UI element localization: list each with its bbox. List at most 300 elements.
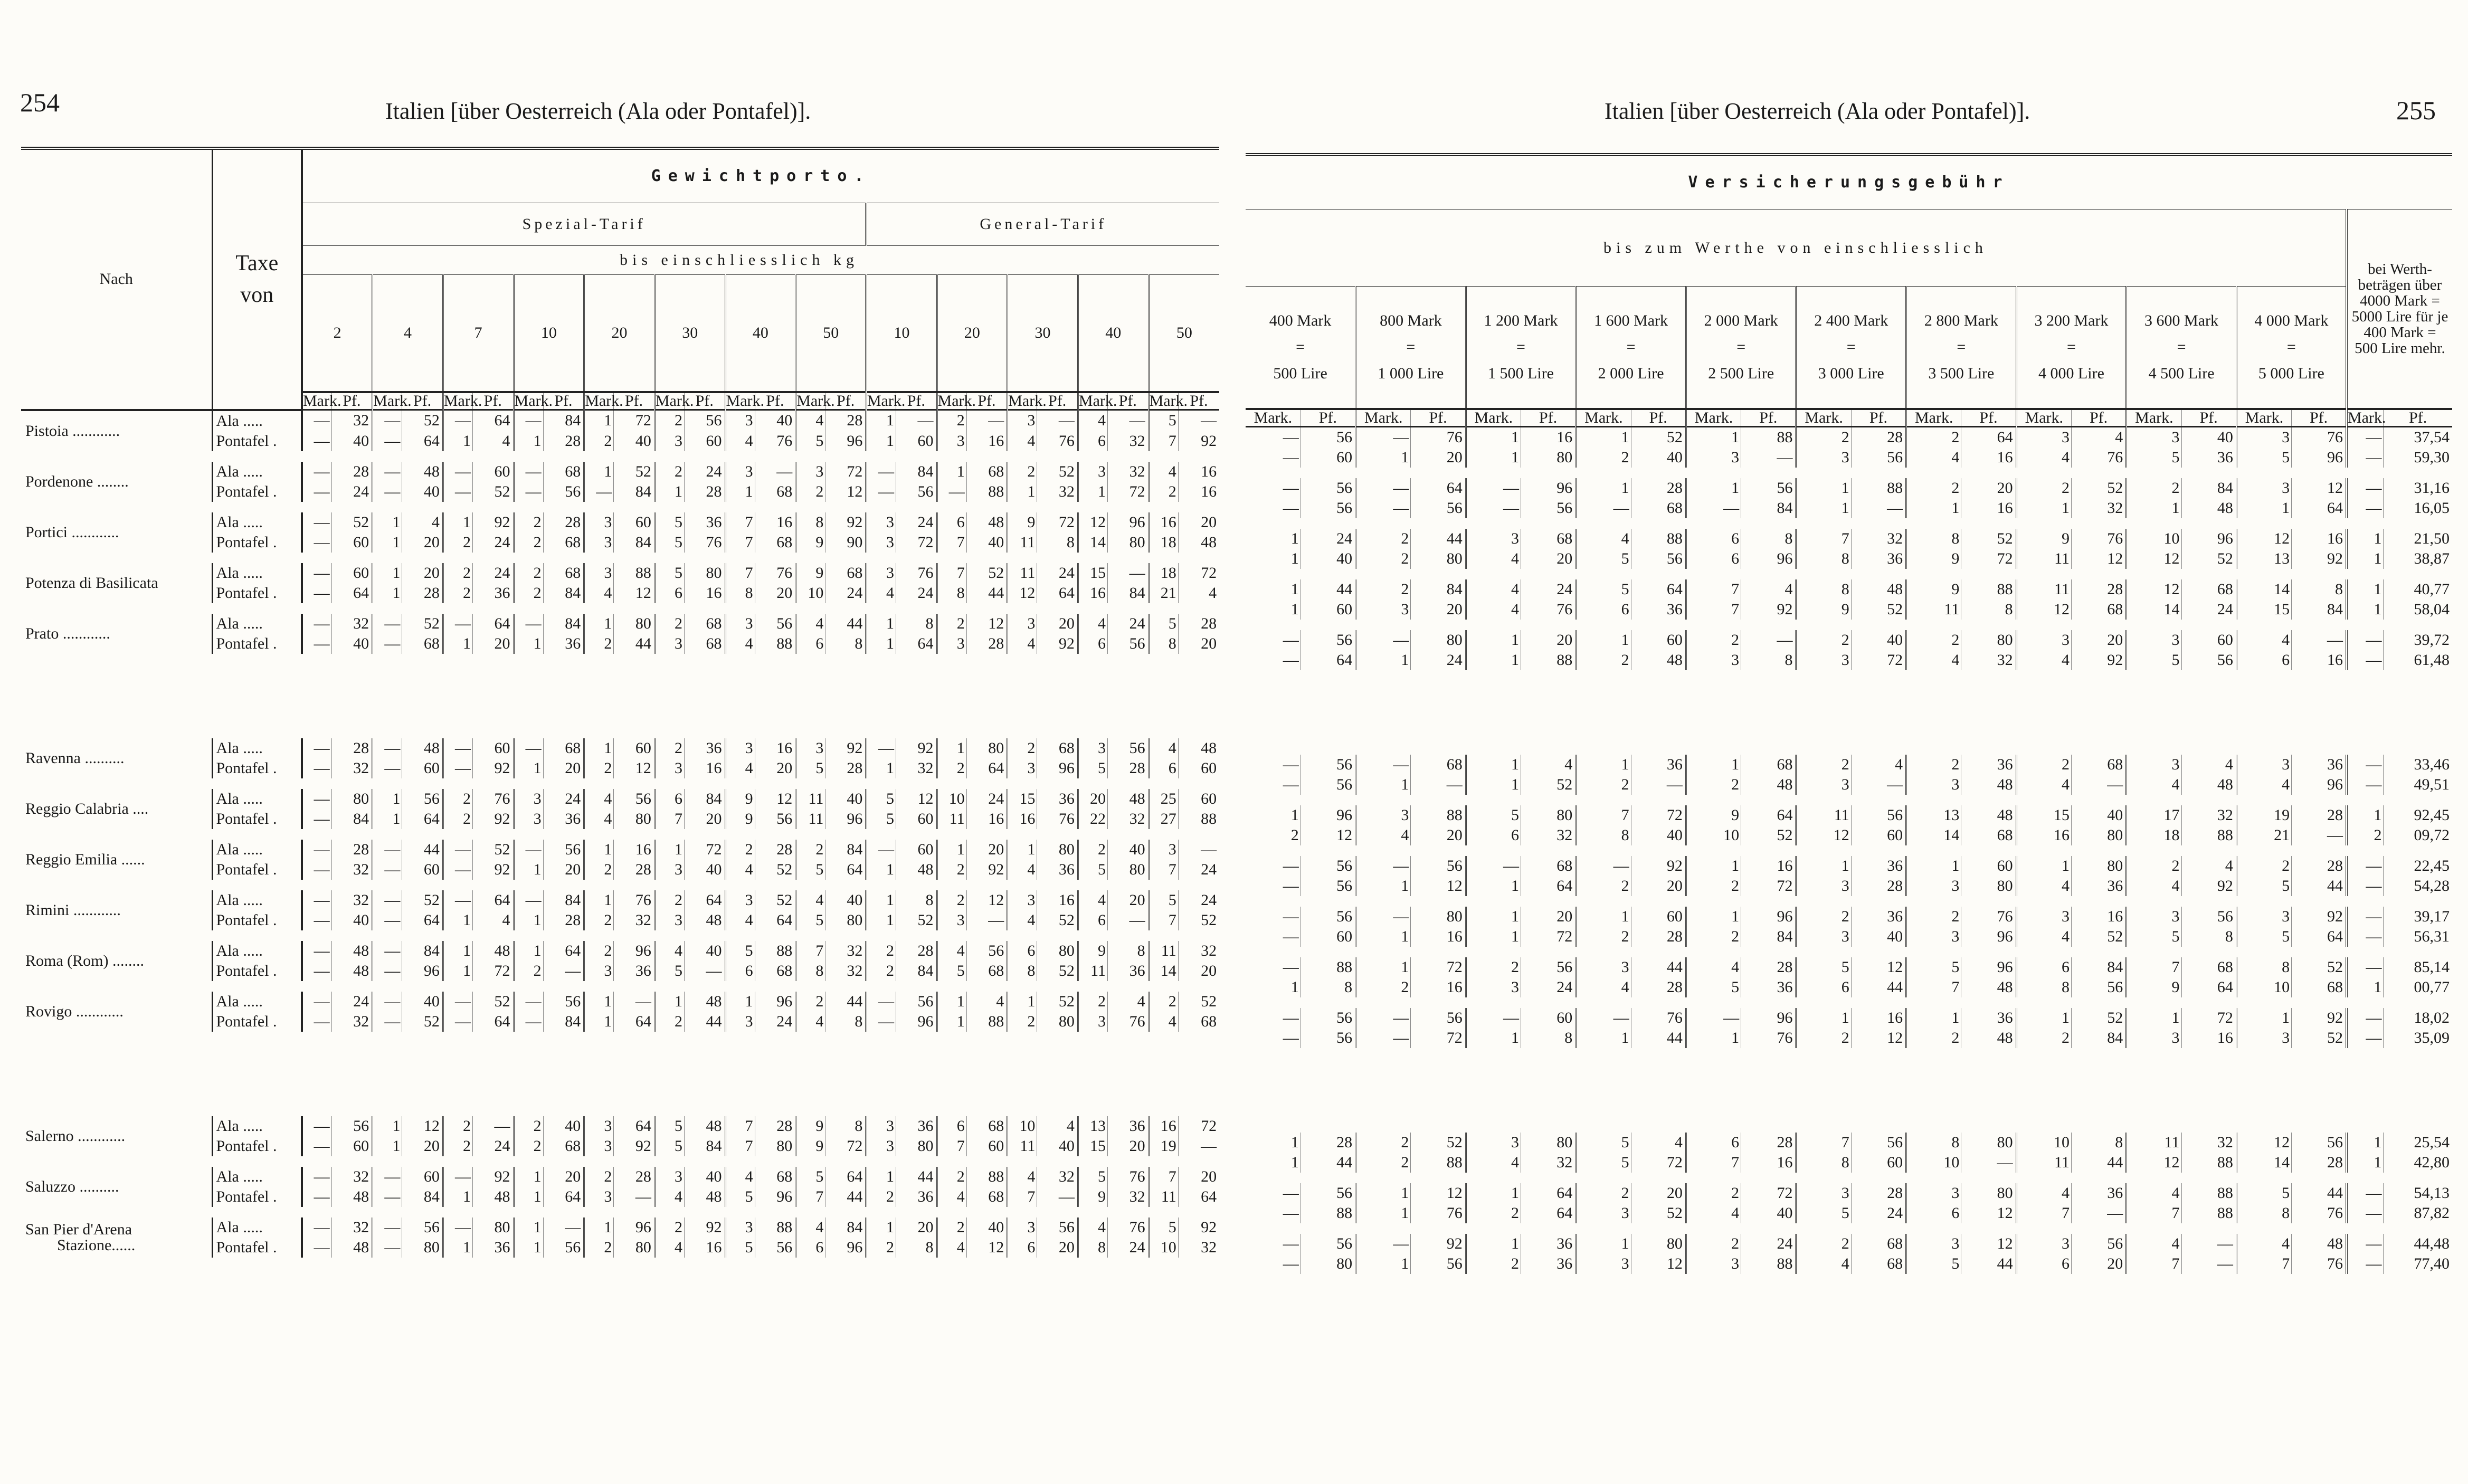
- pfennig-value: 28: [896, 941, 937, 961]
- mark-value: 11: [796, 789, 825, 809]
- mark-value: 5: [1906, 1254, 1961, 1274]
- mark-value: 2: [514, 532, 543, 553]
- mark-value: 1: [1466, 630, 1521, 650]
- mark-value: 1: [443, 910, 472, 930]
- mark-value: —: [1466, 856, 1521, 876]
- value-mark: 2 000 Mark: [1704, 312, 1778, 329]
- mark-value: 1: [1576, 1028, 1631, 1048]
- mark-value: 5: [1576, 1153, 1631, 1173]
- pfennig-value: 16: [2292, 529, 2347, 549]
- mark-value: —: [314, 412, 330, 430]
- route-via: Ala .....: [212, 992, 302, 1012]
- pfennig-value: 64: [896, 634, 937, 654]
- mark-value: 11: [1078, 961, 1107, 981]
- mark-value: 3: [1796, 775, 1851, 795]
- pfennig-value: —: [1108, 410, 1149, 431]
- pfennig-value: 92: [472, 758, 514, 778]
- pfennig-value: 52: [2292, 1028, 2347, 1048]
- pfennig-value: 92: [1741, 600, 1796, 620]
- mark-value: 3: [1906, 927, 1961, 947]
- pfennig-value: 56: [1301, 498, 1355, 518]
- mark-value: 1: [2016, 498, 2071, 518]
- mark-value: 3: [725, 1217, 755, 1238]
- pfennig-value: 80: [1037, 840, 1078, 860]
- pfennig-value: 76: [685, 532, 726, 553]
- mark-value: 3: [1576, 1254, 1631, 1274]
- pfennig-value: 60: [1178, 789, 1219, 809]
- bis-einschliesslich-kg: bis einschliesslich kg: [302, 246, 1219, 275]
- mark-value: —: [373, 961, 402, 981]
- mark-value: 5: [866, 789, 896, 809]
- pfennig-value: 24: [1411, 650, 1466, 670]
- pfennig-value: 44: [1301, 1153, 1355, 1173]
- pfennig-value: 68: [1037, 738, 1078, 758]
- mark-value: 10: [1906, 1153, 1961, 1173]
- pfennig-value: 80: [1521, 448, 1575, 468]
- pfennig-value: 48: [685, 1116, 726, 1136]
- value-equals: =: [2177, 338, 2186, 356]
- pf-label: Pf.: [614, 392, 655, 410]
- value-equals: =: [1736, 338, 1746, 356]
- mark-value: 8: [2236, 1203, 2291, 1223]
- pfennig-value: 56,31: [2384, 927, 2452, 947]
- pfennig-value: 84: [331, 809, 373, 829]
- pfennig-value: 40: [331, 431, 373, 451]
- mark-value: 5: [796, 758, 825, 778]
- pfennig-value: 12: [1961, 1203, 2016, 1223]
- pfennig-value: 80: [1411, 549, 1466, 569]
- mark-value: 3: [584, 1136, 614, 1156]
- mark-value: 7: [2127, 1254, 2181, 1274]
- pfennig-value: 28: [1178, 614, 1219, 634]
- pfennig-value: 24: [825, 583, 867, 603]
- pfennig-value: 92: [2181, 876, 2236, 896]
- mark-value: 5: [1576, 549, 1631, 569]
- mark-value: 3: [654, 431, 684, 451]
- pfennig-value: —: [2292, 630, 2347, 650]
- row-spacer: [1246, 896, 2452, 907]
- pfennig-value: 56: [755, 809, 796, 829]
- pfennig-value: 84: [685, 789, 726, 809]
- pfennig-value: 16: [685, 758, 726, 778]
- pfennig-value: 64: [825, 860, 867, 880]
- mark-value: 1: [1796, 478, 1851, 498]
- mark-value: —: [2347, 856, 2384, 876]
- mark-value: 4: [1008, 860, 1037, 880]
- blank-spacer: [1246, 1059, 2452, 1133]
- pfennig-value: 56: [1631, 549, 1686, 569]
- pfennig-value: 40: [402, 482, 443, 502]
- mark-value: 2: [654, 462, 684, 482]
- pfennig-value: 84: [1411, 579, 1466, 600]
- pfennig-value: 20: [1178, 634, 1219, 654]
- pfennig-value: 36: [1741, 977, 1796, 997]
- pfennig-value: 92: [896, 738, 937, 758]
- mark-value: 2: [1796, 907, 1851, 927]
- pfennig-value: 16: [755, 512, 796, 532]
- pfennig-value: 84: [2292, 600, 2347, 620]
- mark-value: 2: [514, 961, 543, 981]
- pfennig-value: 96: [1741, 1008, 1796, 1028]
- mark-value: 2: [1008, 462, 1037, 482]
- pfennig-value: 56: [1301, 876, 1355, 896]
- mark-value: 5: [937, 961, 966, 981]
- pfennig-value: 80: [2071, 856, 2126, 876]
- pfennig-value: 36: [1037, 789, 1078, 809]
- pfennig-value: 52: [755, 890, 796, 910]
- pfennig-value: 96: [2292, 448, 2347, 468]
- mark-value: 3: [2016, 427, 2071, 448]
- mark-value: —: [314, 1167, 330, 1185]
- pfennig-value: 96: [1961, 927, 2016, 947]
- mark-value: 5: [1148, 614, 1178, 634]
- pfennig-value: 92: [825, 512, 867, 532]
- pfennig-value: 12: [1851, 1028, 1906, 1048]
- route-via: Pontafel .: [212, 860, 302, 880]
- mark-value: 2: [1576, 650, 1631, 670]
- mark-value: 1: [866, 758, 896, 778]
- pfennig-value: 20: [1631, 876, 1686, 896]
- mark-value: 3: [584, 1116, 614, 1136]
- row-spacer: [21, 1207, 1219, 1217]
- pfennig-value: 64: [614, 1116, 655, 1136]
- pfennig-value: 68: [966, 961, 1008, 981]
- route-via: Pontafel .: [212, 758, 302, 778]
- pfennig-value: 44: [1631, 1028, 1686, 1048]
- mark-value: 6: [1576, 600, 1631, 620]
- mark-value: 2: [654, 738, 684, 758]
- mark-value: 4: [2016, 1183, 2071, 1203]
- pfennig-value: 20: [685, 809, 726, 829]
- mark-value: 2: [866, 961, 896, 981]
- mark-value: 8: [1796, 549, 1851, 569]
- mark-value: —: [1686, 498, 1741, 518]
- mark-value: 14: [1148, 961, 1178, 981]
- pfennig-value: 64: [472, 614, 514, 634]
- pfennig-value: 96: [825, 431, 867, 451]
- mark-value: 8: [1078, 1238, 1107, 1258]
- mark-value: 1: [1290, 601, 1299, 618]
- pfennig-value: 12: [966, 614, 1008, 634]
- pfennig-value: 8: [825, 634, 867, 654]
- mark-label: Mark.: [867, 392, 906, 410]
- pfennig-value: 40: [966, 1217, 1008, 1238]
- weight-column-header: 50: [1148, 275, 1219, 393]
- pfennig-value: 80: [1108, 532, 1149, 553]
- pfennig-value: 52: [1037, 992, 1078, 1012]
- mark-value: 6: [1008, 941, 1037, 961]
- pfennig-value: 96: [825, 809, 867, 829]
- destination-label: Rovigo ............: [25, 1002, 124, 1020]
- pfennig-value: 92: [825, 738, 867, 758]
- pfennig-value: 24: [755, 1012, 796, 1032]
- pfennig-value: 56: [1301, 755, 1355, 775]
- mark-value: 1: [1796, 856, 1851, 876]
- mark-value: 5: [1796, 957, 1851, 977]
- pfennig-value: 56: [1411, 1008, 1466, 1028]
- mark-value: 1: [866, 634, 896, 654]
- pfennig-value: —: [1037, 410, 1078, 431]
- destination-name: [21, 840, 212, 880]
- mark-value: 1: [584, 410, 614, 431]
- mark-value: 3: [1796, 927, 1851, 947]
- mark-value: 3: [584, 563, 614, 583]
- mark-value: 4: [654, 1238, 684, 1258]
- pfennig-value: 92: [685, 1217, 726, 1238]
- pfennig-value: 8: [825, 1116, 867, 1136]
- mark-value: 2: [866, 1238, 896, 1258]
- weight-column-header: 2: [302, 275, 373, 393]
- mark-value: 2: [584, 860, 614, 880]
- pfennig-value: 24: [896, 512, 937, 532]
- pfennig-value: 40: [755, 410, 796, 431]
- mark-value: 4: [796, 1217, 825, 1238]
- mark-value: 13: [1906, 805, 1961, 825]
- pfennig-value: 96: [1301, 805, 1355, 825]
- pfennig-value: 24: [1178, 860, 1219, 880]
- mark-value: 1: [584, 992, 614, 1012]
- mark-value: 2: [1686, 1183, 1741, 1203]
- mark-value: —: [866, 738, 896, 758]
- row-spacer: [21, 1156, 1219, 1167]
- mark-value: 8: [1148, 634, 1178, 654]
- mark-value: —: [443, 1012, 472, 1032]
- mark-value: 1: [2127, 498, 2181, 518]
- mark-value: 3: [1906, 1234, 1961, 1254]
- route-via: Pontafel .: [212, 809, 302, 829]
- mark-value: 2: [1576, 775, 1631, 795]
- value-mark: 3 600 Mark: [2144, 312, 2219, 329]
- pfennig-value: 32: [2071, 498, 2126, 518]
- weight-column-header: 10: [866, 275, 937, 393]
- pfennig-value: 36: [2071, 876, 2126, 896]
- pfennig-value: 28: [2292, 1153, 2347, 1173]
- pfennig-value: 37,54: [2384, 427, 2452, 448]
- pfennig-value: 56: [1851, 805, 1906, 825]
- mark-value: 4: [1356, 825, 1411, 845]
- mark-value: 2: [443, 809, 472, 829]
- mark-value: 2: [1906, 427, 1961, 448]
- route-via: Pontafel .: [212, 532, 302, 553]
- mark-value: 27: [1148, 809, 1178, 829]
- mark-value: —: [514, 614, 543, 634]
- mark-value: —: [314, 1238, 330, 1256]
- mark-value: —: [2347, 650, 2384, 670]
- mark-value: 2: [654, 1012, 684, 1032]
- pfennig-value: 84: [614, 532, 655, 553]
- mark-value: 6: [2016, 957, 2071, 977]
- pfennig-value: 92: [1178, 431, 1219, 451]
- mark-value: 1: [1078, 482, 1107, 502]
- mark-value: 4: [1008, 910, 1037, 930]
- pf-label: Pf.: [1108, 392, 1149, 410]
- pfennig-value: 24: [1851, 1203, 1906, 1223]
- weight-column-header: 4: [373, 275, 443, 393]
- pfennig-value: 64: [614, 1012, 655, 1032]
- pfennig-value: 20: [755, 758, 796, 778]
- row-spacer: [1246, 569, 2452, 579]
- mark-value: —: [1576, 1008, 1631, 1028]
- pfennig-value: 52: [402, 614, 443, 634]
- mark-value: 3: [725, 890, 755, 910]
- mark-value: —: [1356, 755, 1411, 775]
- mark-value: 16: [1008, 809, 1037, 829]
- pfennig-value: 76: [1411, 427, 1466, 448]
- mark-value: 2: [1008, 738, 1037, 758]
- mark-value: 1: [514, 1217, 543, 1238]
- mark-value: 5: [2127, 927, 2181, 947]
- value-equals: =: [2066, 338, 2076, 356]
- mark-value: 2: [1906, 478, 1961, 498]
- mark-value: 7: [1906, 977, 1961, 997]
- mark-value: 4: [2016, 927, 2071, 947]
- pfennig-value: 16: [1178, 462, 1219, 482]
- value-lire: 1 500 Lire: [1488, 365, 1554, 382]
- mark-value: 4: [654, 941, 684, 961]
- mark-value: 11: [1008, 1136, 1037, 1156]
- pfennig-value: 80: [966, 738, 1008, 758]
- pfennig-value: 16: [685, 583, 726, 603]
- pfennig-value: 21,50: [2384, 529, 2452, 549]
- pfennig-value: 48: [2292, 1234, 2347, 1254]
- pfennig-value: 80: [755, 1136, 796, 1156]
- mark-value: 3: [1078, 738, 1107, 758]
- mark-value: 2: [443, 1116, 472, 1136]
- pfennig-value: 60: [1301, 600, 1355, 620]
- pfennig-value: 09,72: [2384, 825, 2452, 845]
- mark-value: 4: [584, 583, 614, 603]
- pfennig-value: 90: [825, 532, 867, 553]
- value-lire: 2 000 Lire: [1598, 365, 1664, 382]
- mark-value: 2: [584, 1238, 614, 1258]
- pfennig-value: 88: [2181, 1203, 2236, 1223]
- mark-value: 1: [2016, 1008, 2071, 1028]
- mark-value: 1: [514, 910, 543, 930]
- destination-label: Ravenna ..........: [25, 749, 125, 767]
- mark-value: 2: [2127, 856, 2181, 876]
- pfennig-value: 68: [2071, 755, 2126, 775]
- pfennig-value: 60: [1301, 448, 1355, 468]
- mark-value: 1: [1356, 876, 1411, 896]
- mark-value: 1: [1008, 992, 1037, 1012]
- mark-value: 1: [937, 462, 966, 482]
- pf-label: Pf.: [825, 392, 867, 410]
- pfennig-value: 64: [1411, 478, 1466, 498]
- pfennig-value: 40: [685, 860, 726, 880]
- spezial-tarif-label: Spezial-Tarif: [302, 203, 866, 246]
- pfennig-value: 28: [1631, 478, 1686, 498]
- mark-value: —: [2347, 448, 2384, 468]
- mark-value: 4: [1466, 549, 1521, 569]
- mark-value: 5: [796, 1167, 825, 1187]
- mark-value: —: [1283, 756, 1299, 773]
- pfennig-value: 80: [1037, 941, 1078, 961]
- pfennig-value: 84: [543, 890, 584, 910]
- mark-value: 3: [1466, 529, 1521, 549]
- mark-value: 4: [1078, 1217, 1107, 1238]
- mark-value: 11: [1906, 600, 1961, 620]
- mark-value: 11: [1008, 532, 1037, 553]
- value-equals: =: [1516, 338, 1525, 356]
- mark-value: 1: [1576, 630, 1631, 650]
- pfennig-value: 96: [1741, 907, 1796, 927]
- pfennig-value: 16: [2071, 907, 2126, 927]
- mark-value: 11: [2016, 549, 2071, 569]
- pfennig-value: 39,72: [2384, 630, 2452, 650]
- mark-value: 9: [796, 532, 825, 553]
- mark-value: 2: [2236, 856, 2291, 876]
- mark-value: 10: [1686, 825, 1741, 845]
- pfennig-value: 60: [331, 1136, 373, 1156]
- pfennig-value: 72: [1108, 482, 1149, 502]
- mark-value: 4: [1466, 1153, 1521, 1173]
- mark-value: 5: [654, 532, 684, 553]
- mark-value: 9: [1796, 600, 1851, 620]
- row-spacer: [1246, 997, 2452, 1008]
- route-via: Pontafel .: [212, 634, 302, 654]
- pfennig-value: 28: [1631, 977, 1686, 997]
- pfennig-value: 84: [543, 614, 584, 634]
- pf-label: Pf.: [1178, 392, 1219, 410]
- pfennig-value: 44: [1631, 957, 1686, 977]
- mark-value: 6: [1796, 977, 1851, 997]
- mark-value: 12: [2016, 600, 2071, 620]
- pfennig-value: 48: [2181, 498, 2236, 518]
- pfennig-value: 68: [2181, 957, 2236, 977]
- mark-value: 3: [1008, 614, 1037, 634]
- pfennig-value: 59,30: [2384, 448, 2452, 468]
- pf-label: Pf.: [1961, 409, 2016, 427]
- mark-value: 4: [796, 410, 825, 431]
- mark-value: 14: [2127, 600, 2181, 620]
- pfennig-value: 84: [543, 583, 584, 603]
- weight-column-header: 20: [937, 275, 1008, 393]
- pfennig-value: 80: [2071, 825, 2126, 845]
- mark-value: 4: [1008, 1167, 1037, 1187]
- pfennig-value: 68: [2181, 579, 2236, 600]
- pfennig-value: 28: [755, 840, 796, 860]
- pfennig-value: 28: [331, 462, 373, 482]
- pfennig-value: 40: [685, 941, 726, 961]
- mark-value: 1: [373, 532, 402, 553]
- mark-value: —: [314, 911, 330, 929]
- pfennig-value: 36: [1961, 1008, 2016, 1028]
- mark-value: 4: [1466, 579, 1521, 600]
- mark-value: —: [373, 1217, 402, 1238]
- versicherung-title: Versicherungsgebühr: [1246, 155, 2452, 210]
- pfennig-value: 12: [896, 789, 937, 809]
- pfennig-value: 8: [825, 1012, 867, 1032]
- mark-value: 4: [2127, 775, 2181, 795]
- mark-value: 9: [1078, 1187, 1107, 1207]
- mark-label: Mark.: [2347, 409, 2386, 426]
- mark-value: 5: [1686, 977, 1741, 997]
- pfennig-value: 20: [1411, 600, 1466, 620]
- pfennig-value: 16: [685, 1238, 726, 1258]
- pfennig-value: 56: [1521, 957, 1575, 977]
- pfennig-value: 56: [614, 789, 655, 809]
- mark-value: —: [1466, 1008, 1521, 1028]
- mark-value: 3: [654, 860, 684, 880]
- pfennig-value: 56: [1301, 856, 1355, 876]
- mark-value: —: [866, 992, 896, 1012]
- pfennig-value: 28: [1851, 876, 1906, 896]
- pfennig-value: 49,51: [2384, 775, 2452, 795]
- pfennig-value: 20: [1178, 1167, 1219, 1187]
- mark-value: 9: [796, 563, 825, 583]
- mark-value: —: [2347, 876, 2384, 896]
- mark-value: 11: [2127, 1133, 2181, 1153]
